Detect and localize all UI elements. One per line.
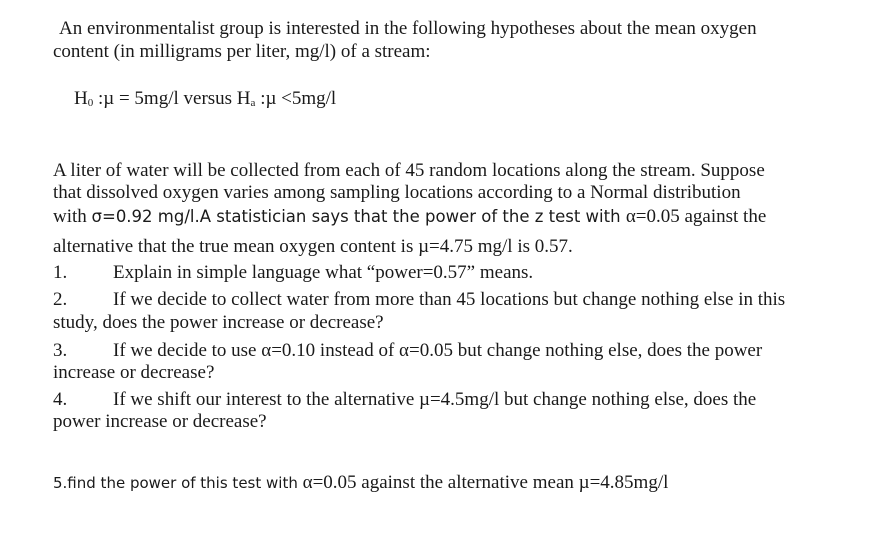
paragraph-line-2: that dissolved oxygen varies among sampling locations according to a Normal distribution <box>53 182 741 203</box>
paragraph-line-4: alternative that the true mean oxygen content is µ=4.75 mg/l is 0.57. <box>53 236 573 257</box>
ha-rest: :µ <5mg/l <box>255 88 337 109</box>
h0-letter: H <box>74 88 88 109</box>
question-3-text-line-1: If we decide to use α=0.10 instead of α=0.05 but change nothing else, does the power <box>113 340 763 361</box>
intro-line-2: content (in milligrams per liter, mg/l) of a stream: <box>53 41 431 62</box>
question-5 <box>53 472 668 494</box>
question-2-number: 2. <box>53 289 68 310</box>
question-2 <box>53 289 785 311</box>
intro-line-1: An environmentalist group is interested in the following hypotheses about the mean oxygen <box>59 18 757 39</box>
question-2-text-line-2: study, does the power increase or decrease? <box>53 312 384 333</box>
paragraph-line-3 <box>53 206 766 228</box>
h0-subscript: 0 <box>87 97 94 109</box>
question-4-text-line-1: If we shift our interest to the alternative µ=4.5mg/l but change nothing else, does the <box>113 389 757 410</box>
paragraph-line-3-sigma: σ=0.92 mg/l.A statistician says that the power of the z test with <box>91 207 626 226</box>
question-4 <box>53 389 756 411</box>
question-1-number: 1. <box>53 262 68 283</box>
question-3-number: 3. <box>53 340 68 361</box>
question-5-text: α=0.05 against the alternative mean µ=4.85mg/l <box>302 472 669 493</box>
question-3 <box>53 340 762 362</box>
ha-subscript: a <box>250 97 256 109</box>
question-1-text: Explain in simple language what “power=0.57” means. <box>113 262 534 283</box>
paragraph-line-3-start: with <box>53 206 92 227</box>
question-4-text-line-2: power increase or decrease? <box>53 411 267 432</box>
paragraph-line-1: A liter of water will be collected from each of 45 random locations along the stream. Suppose <box>53 160 765 181</box>
question-3-text-line-2: increase or decrease? <box>53 362 215 383</box>
question-5-prefix: 5.find the power of this test with <box>53 474 303 492</box>
hypothesis-statement <box>74 88 336 114</box>
question-4-number: 4. <box>53 389 68 410</box>
question-2-text-line-1: If we decide to collect water from more than 45 locations but change nothing else in this <box>113 289 786 310</box>
h0-rest: :µ = 5mg/l versus H <box>93 88 251 109</box>
paragraph-line-3-end: α=0.05 against the <box>625 206 767 227</box>
question-1 <box>53 262 533 284</box>
